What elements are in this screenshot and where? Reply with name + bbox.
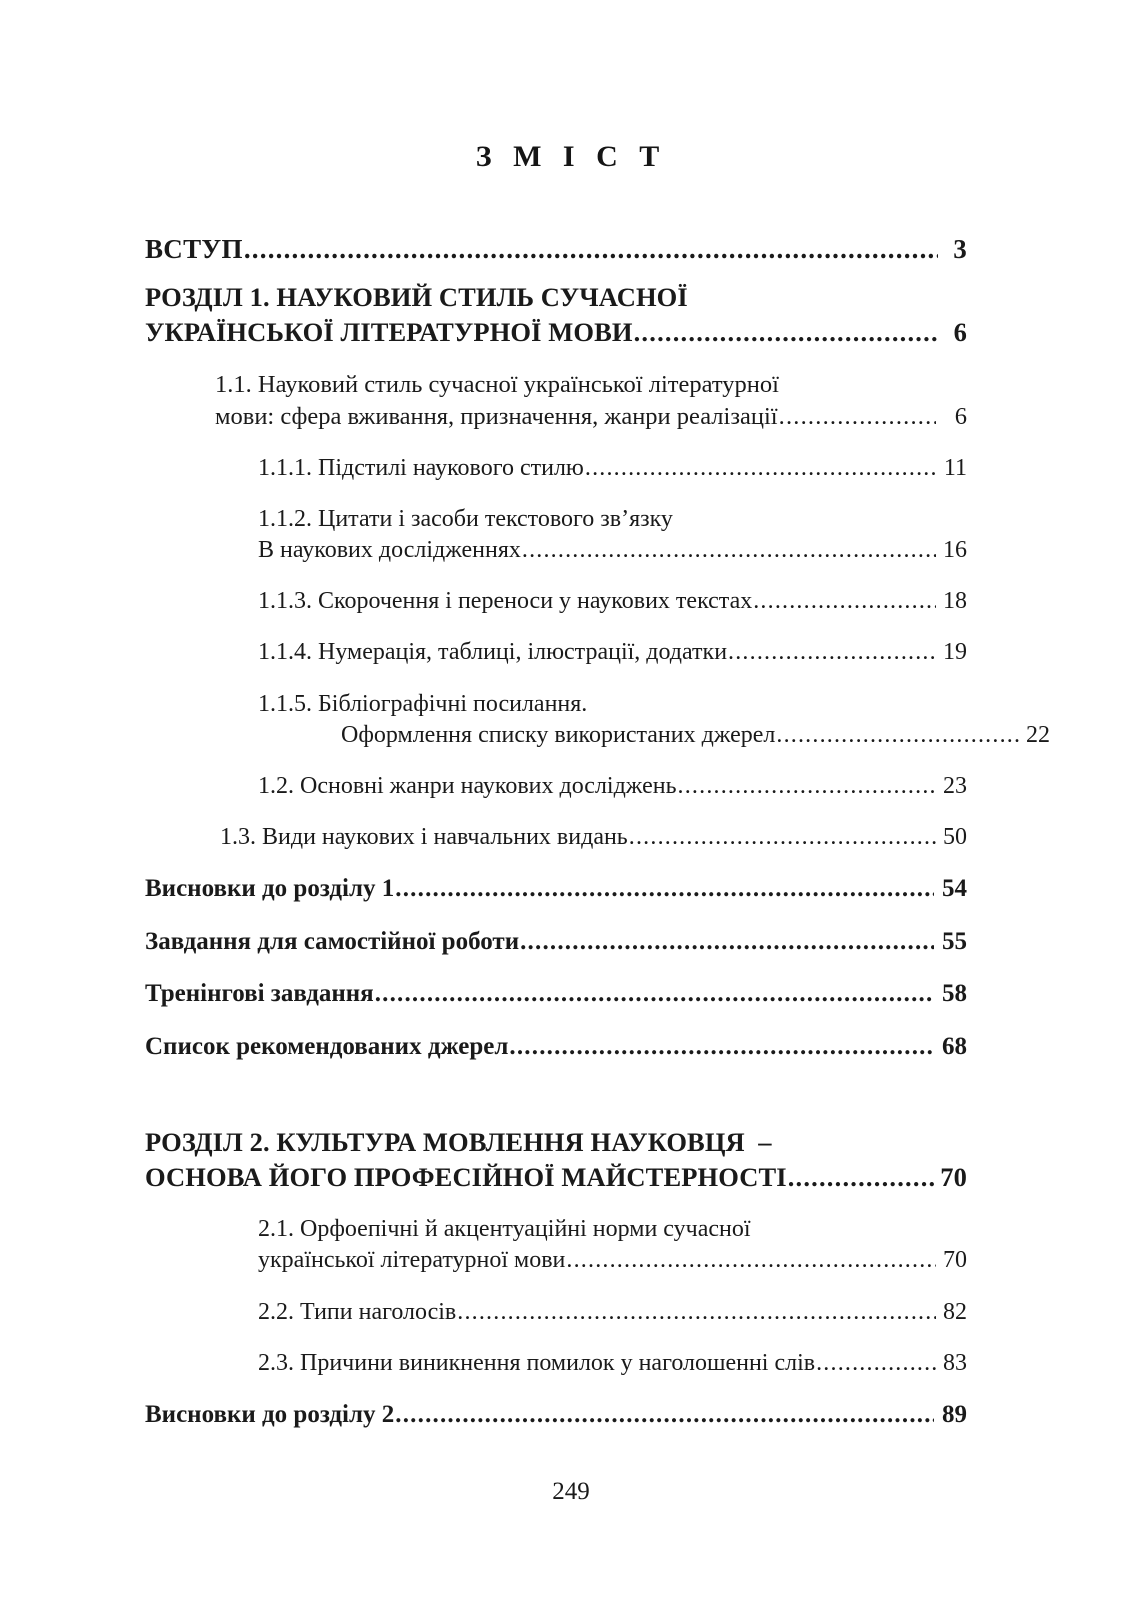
toc-leader-dots [816,1348,936,1379]
toc-entry-s-1-1-3[interactable] [258,586,967,617]
toc-entry-label: Висновки до розділу 2 [145,1400,395,1428]
toc-entry-s-1-3[interactable] [220,822,967,853]
toc-entry-label: Висновки до розділу 1 [145,875,395,903]
toc-spacer [145,1328,967,1348]
toc-entry-label: ОСНОВА ЙОГО ПРОФЕСІЙНОЇ МАЙСТЕРНОСТІ [145,1161,787,1192]
toc-entry-line [258,1214,967,1245]
toc-spacer [145,566,967,586]
page-folio-number: 249 [552,1478,590,1505]
toc-page-number: 68 [942,1032,967,1060]
toc-entry-zavdannya-samostijna[interactable] [145,926,967,959]
toc-page-number: 23 [943,772,967,799]
toc-leader-dots [728,637,936,668]
toc-entry-continuation [145,315,967,349]
toc-entry-line [258,1348,967,1379]
toc-entry-label: Тренінгові завдання [145,980,374,1008]
toc-leader-dots [629,822,936,853]
toc-entry-continuation [215,401,967,433]
toc-entry-label: РОЗДІЛ 2. КУЛЬТУРА МОВЛЕННЯ НАУКОВЦЯ – [145,1127,772,1158]
toc-entry-label: мови: сфера вживання, призначення, жанри реалізації [215,402,778,430]
toc-entry-s-1-2[interactable] [258,771,967,802]
toc-entry-label: 1.1.3. Скорочення і переноси у наукових текстах [258,588,753,615]
toc-entry-label: Список рекомендованих джерел [145,1032,509,1060]
toc-entry-spysok-dzherel[interactable] [145,1031,967,1064]
toc-entry-continuation [145,1160,967,1194]
toc-entry-vysnovky-2[interactable] [145,1399,967,1432]
toc-entry-line [258,1297,967,1328]
toc-entry-label: 2.3. Причини виникнення помилок у наголошенні слів [258,1349,816,1376]
toc-entry-s-1-1[interactable] [215,369,967,433]
toc-entry-rozdil-1[interactable] [145,280,967,349]
table-of-contents [145,232,1050,1431]
toc-entry-line [258,453,967,484]
toc-entry-continuation [258,1245,967,1276]
toc-spacer [145,484,967,504]
toc-page-number: 11 [943,454,967,481]
toc-entry-vysnovky-1[interactable] [145,873,967,906]
toc-entry-line [258,586,967,617]
toc-entry-line [215,369,967,401]
toc-entry-s-2-2[interactable] [258,1297,967,1328]
toc-entry-label: 1.1.4. Нумерація, таблиці, ілюстрації, додатки [258,639,728,666]
toc-page-number: 70 [943,1247,967,1274]
toc-entry-label: 2.2. Типи наголосів [258,1298,457,1325]
toc-entry-label: 1.1.1. Підстилі наукового стилю [258,454,584,481]
toc-leader-dots [776,720,1019,751]
toc-page-number: 3 [953,234,967,264]
toc-page-number: 55 [942,927,967,955]
toc-spacer [145,349,967,369]
toc-leader-dots [457,1297,936,1328]
toc-leader-dots [634,315,938,349]
toc-page-number: 58 [942,980,967,1008]
toc-entry-label: 2.1. Орфоепічні й акцентуаційні норми сучасної [258,1216,751,1243]
toc-page-number: 89 [942,1400,967,1428]
toc-entry-continuation [258,535,967,566]
toc-page-number: 18 [943,588,967,615]
toc-entry-s-2-1[interactable] [258,1214,967,1276]
toc-entry-label: В наукових дослідженнях [258,537,521,564]
toc-entry-label: РОЗДІЛ 1. НАУКОВИЙ СТИЛЬ СУЧАСНОЇ [145,282,688,313]
toc-entry-s-1-1-5[interactable] [258,689,1050,751]
toc-entry-line [145,280,967,314]
toc-entry-label: Завдання для самостійної роботи [145,927,520,955]
toc-spacer [145,1277,967,1297]
toc-entry-s-1-1-1[interactable] [258,453,967,484]
toc-entry-label: української літературної мови [258,1247,566,1274]
toc-entry-line [145,978,967,1011]
toc-entry-line [258,504,967,535]
toc-page-number: 19 [943,639,967,666]
toc-page-number: 50 [943,824,967,851]
toc-entry-s-2-3[interactable] [258,1348,967,1379]
toc-spacer [145,1063,967,1125]
toc-spacer [145,617,967,637]
toc-spacer [145,853,967,873]
toc-entry-s-1-1-4[interactable] [258,637,967,668]
toc-entry-line [145,1125,967,1159]
toc-leader-dots [520,926,934,959]
toc-entry-s-1-1-2[interactable] [258,504,967,566]
toc-entry-label: УКРАЇНСЬКОЇ ЛІТЕРАТУРНОЇ МОВИ [145,316,633,347]
toc-spacer [145,906,967,926]
toc-page-number: 16 [943,537,967,564]
toc-entry-label: Оформлення списку використаних джерел [341,721,776,748]
toc-page-number: 22 [1026,721,1050,748]
toc-leader-dots [395,1399,934,1432]
toc-spacer [145,267,967,280]
toc-page-number: 6 [953,316,967,347]
toc-entry-line [145,1031,967,1064]
toc-leader-dots [244,232,938,267]
toc-entry-label: 1.1.2. Цитати і засоби текстового зв’язку [258,505,673,532]
toc-spacer [145,433,967,453]
toc-leader-dots [375,978,934,1011]
toc-entry-label: 1.2. Основні жанри наукових досліджень [258,772,677,799]
toc-entry-line [145,873,967,906]
toc-entry-treningovi-zavdannya[interactable] [145,978,967,1011]
toc-leader-dots [678,771,936,802]
toc-entry-line [258,637,967,668]
toc-spacer [145,669,967,689]
toc-entry-rozdil-2[interactable] [145,1125,967,1194]
toc-leader-dots [509,1031,934,1064]
toc-leader-dots [566,1245,936,1276]
toc-spacer [145,1379,967,1399]
toc-spacer [145,751,967,771]
toc-spacer [145,802,967,822]
toc-entry-label: 1.1.5. Бібліографічні посилання. [258,690,588,717]
toc-entry-label: ВСТУП [145,234,243,264]
toc-entry-line [220,822,967,853]
toc-spacer [145,958,967,978]
toc-entry-line [145,1399,967,1432]
toc-entry-line [145,232,967,267]
toc-entry-line [258,689,967,720]
toc-spacer [145,1194,967,1214]
toc-leader-dots [395,873,934,906]
toc-spacer [145,1011,967,1031]
toc-page-number: 82 [943,1298,967,1325]
toc-entry-continuation [341,720,1050,751]
toc-entry-label: 1.1. Науковий стиль сучасної української літературної [215,370,779,398]
toc-leader-dots [585,453,936,484]
toc-page-number: 83 [943,1349,967,1376]
toc-page-number: 54 [942,875,967,903]
toc-entry-line [258,771,967,802]
toc-page-number: 6 [954,402,967,430]
toc-leader-dots [788,1160,938,1194]
toc-page-number: 70 [940,1161,967,1192]
toc-leader-dots [779,401,936,433]
toc-entry-vstup[interactable] [145,232,967,267]
toc-entry-label: 1.3. Види наукових і навчальних видань [220,824,628,851]
page-title: З М І С Т [475,140,667,173]
toc-leader-dots [753,586,936,617]
toc-leader-dots [522,535,936,566]
toc-entry-line [145,926,967,959]
